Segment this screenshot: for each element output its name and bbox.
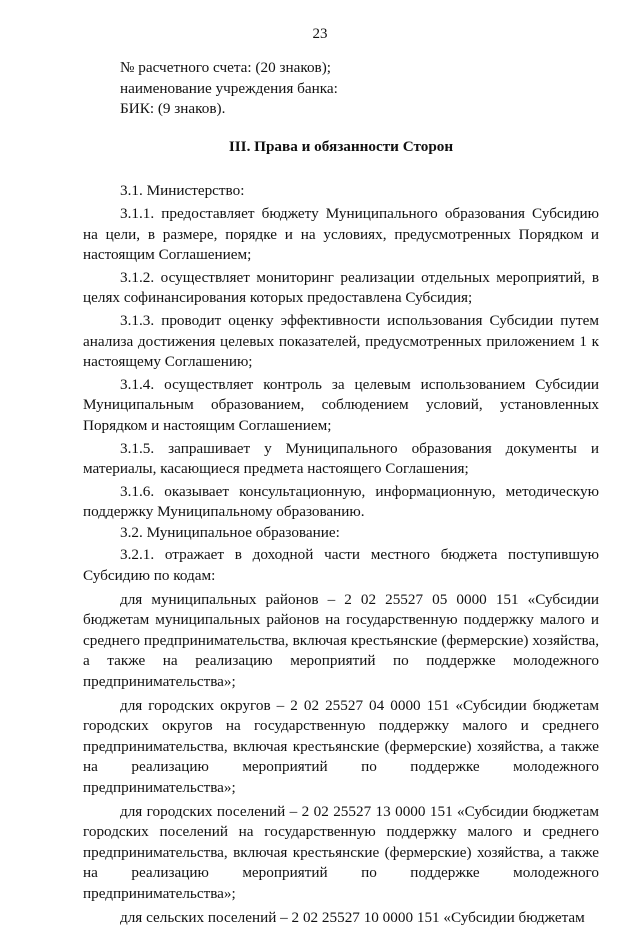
bank-account-line: № расчетного счета: (20 знаков);: [120, 59, 331, 76]
document-body: [83, 58, 599, 928]
paragraph-3-1-6: 3.1.6. оказывает консультационную, информационную, методическую поддержку Муниципальному образованию.: [83, 482, 599, 521]
paragraph-3-2-1: 3.2.1. отражает в доходной части местного бюджета поступившую Субсидию по кодам:: [83, 546, 599, 585]
paragraph-3-1-3: 3.1.3. проводит оценку эффективности использования Субсидии путем анализа достижения целевых показателей, предусмотренных приложением 1 к настоящему Соглашению;: [83, 311, 599, 371]
bank-name-line: наименование учреждения банка:: [120, 79, 338, 97]
section-heading: III. Права и обязанности Сторон: [228, 137, 454, 155]
page-number: 23: [312, 26, 328, 42]
paragraph-3-1-5: 3.1.5. запрашивает у Муниципального образования документы и материалы, касающиеся предмета настоящего Соглашения;: [83, 439, 599, 478]
code-municipal-districts: для муниципальных районов – 2 02 25527 05 0000 151 «Субсидии бюджетам муниципальных районов на государственную поддержку малого и среднего предпринимательства, включая крестьянские (фермерские) хозяйства, а также на реализацию мероприятий по поддержке молодежного предпринимательства»;: [83, 590, 599, 691]
paragraph-3-1: 3.1. Министерство:: [120, 182, 245, 200]
paragraph-3-1-1: 3.1.1. предоставляет бюджету Муниципального образования Субсидию на цели, в размере, порядке и на условиях, предусмотренных Порядком и настоящим Соглашением;: [83, 204, 599, 264]
paragraph-3-1-4: 3.1.4. осуществляет контроль за целевым использованием Субсидии Муниципальным образованием, соблюдением условий, установленных Порядком и настоящим Соглашением;: [83, 375, 599, 434]
paragraph-3-1-2: 3.1.2. осуществляет мониторинг реализации отдельных мероприятий, в целях софинансирования которых предоставлена Субсидия;: [83, 268, 599, 307]
code-urban-settlements: для городских поселений – 2 02 25527 13 0000 151 «Субсидии бюджетам городских поселений на государственную поддержку малого и среднего предпринимательства, включая крестьянские (фермерские) хозяйства, а также на реализацию мероприятий по поддержке молодежного предпринимательства»;: [83, 802, 599, 902]
bik-line: БИК: (9 знаков).: [120, 100, 226, 118]
code-rural-settlements: для сельских поселений – 2 02 25527 10 0000 151 «Субсидии бюджетам: [120, 908, 585, 926]
code-city-districts: для городских округов – 2 02 25527 04 0000 151 «Субсидии бюджетам городских округов на государственную поддержку малого и среднего предпринимательства, включая крестьянские (фермерские) хозяйства, а также на реализацию мероприятий по поддержке молодежного предпринимательства»;: [83, 696, 599, 796]
paragraph-3-2: 3.2. Муниципальное образование:: [120, 523, 340, 541]
